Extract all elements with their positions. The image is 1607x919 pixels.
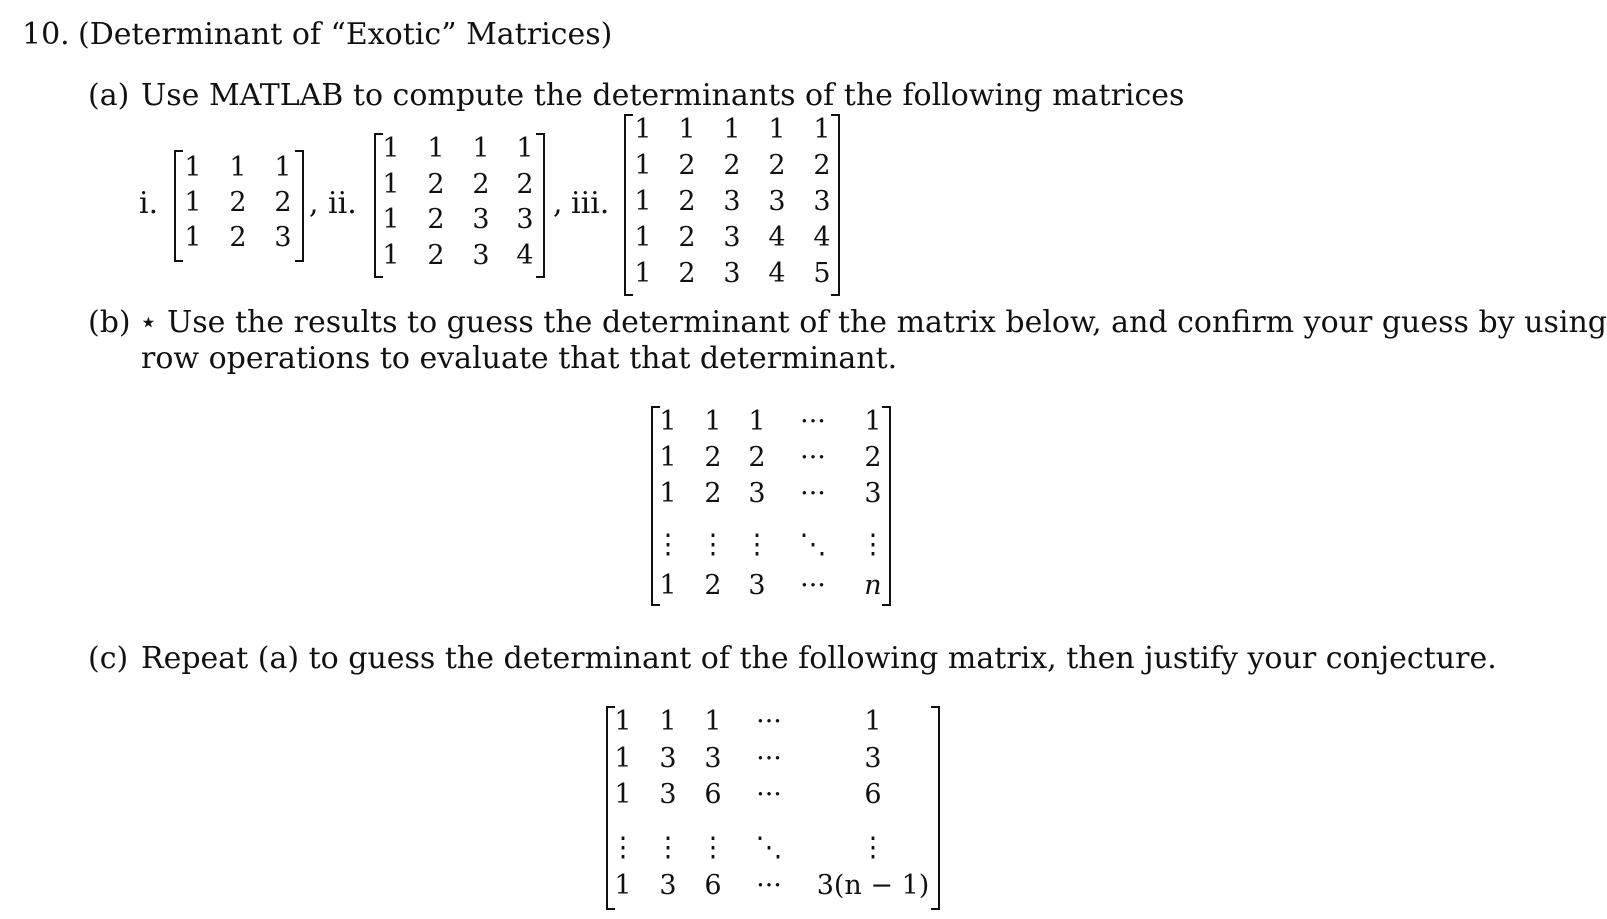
item-ii-label: ii. <box>328 186 357 221</box>
matrix-cell: 2 <box>678 222 696 253</box>
matrix-cell: 3 <box>472 240 490 271</box>
matrix-cell: 4 <box>768 222 786 253</box>
matrix-cell: 1 <box>274 152 292 183</box>
right-bracket <box>295 150 304 262</box>
matrix-cell: 3 <box>723 258 741 289</box>
matrix-cell: 1 <box>229 152 247 183</box>
matrix-cell: ⋮ <box>654 832 682 863</box>
matrix-cell: 2 <box>723 150 741 181</box>
right-bracket <box>536 133 545 278</box>
matrix-cell: 1 <box>184 187 202 218</box>
separator-comma: , <box>309 186 319 221</box>
matrix-cell: 3 <box>748 570 766 601</box>
separator-comma: , <box>553 186 563 221</box>
matrix-cell: 3 <box>768 186 786 217</box>
matrix-cell: 2 <box>768 150 786 181</box>
matrix-cell: 1 <box>768 114 786 145</box>
matrix-cell: 1 <box>614 870 632 901</box>
matrix-cell: ··· <box>756 779 782 810</box>
matrix-cell: 1 <box>678 114 696 145</box>
matrix-cell: ⋮ <box>859 832 887 863</box>
matrix-cell: 2 <box>704 570 722 601</box>
matrix-cell: 1 <box>382 169 400 200</box>
part-c-text: Repeat (a) to guess the determinant of the following matrix, then justify your conjecture. <box>141 641 1497 676</box>
matrix-cell: 3 <box>748 478 766 509</box>
matrix-cell: 1 <box>704 706 722 737</box>
matrix-cell: 1 <box>634 150 652 181</box>
matrix-cell: 2 <box>864 442 882 473</box>
matrix-cell: 3 <box>659 779 677 810</box>
matrix-cell: 4 <box>768 258 786 289</box>
matrix-cell: 2 <box>813 150 831 181</box>
matrix-cell: 1 <box>634 258 652 289</box>
matrix-cell: 2 <box>678 186 696 217</box>
matrix-cell: 1 <box>472 133 490 164</box>
matrix-cell: 6 <box>704 779 722 810</box>
matrix-cell: ··· <box>756 706 782 737</box>
matrix-cell: ··· <box>800 406 826 437</box>
matrix-cell: ··· <box>800 442 826 473</box>
left-bracket <box>174 150 183 262</box>
matrix-cell: 1 <box>659 706 677 737</box>
matrix-cell: ⋱ <box>755 832 783 863</box>
matrix-cell: 3 <box>274 222 292 253</box>
matrix-cell: ··· <box>756 870 782 901</box>
matrix-cell: 1 <box>614 743 632 774</box>
matrix-cell: 2 <box>427 204 445 235</box>
matrix-cell: ⋮ <box>699 832 727 863</box>
matrix-cell: 3 <box>813 186 831 217</box>
matrix-cell: 1 <box>659 406 677 437</box>
matrix-cell: 2 <box>516 169 534 200</box>
matrix-cell: 2 <box>748 442 766 473</box>
item-i-label: i. <box>139 186 159 221</box>
matrix-cell: 3 <box>723 186 741 217</box>
item-iii-label: iii. <box>571 186 610 221</box>
matrix-cell: ⋮ <box>859 529 887 560</box>
matrix-cell: 3(n − 1) <box>816 870 930 901</box>
part-a-label: (a) <box>88 78 130 113</box>
matrix-cell: 1 <box>723 114 741 145</box>
right-bracket <box>931 706 940 910</box>
matrix-cell: 3 <box>864 478 882 509</box>
matrix-cell: 3 <box>516 204 534 235</box>
matrix-cell: 3 <box>723 222 741 253</box>
matrix-cell: n <box>864 570 882 601</box>
matrix-cell: 1 <box>634 114 652 145</box>
matrix-cell: 1 <box>184 152 202 183</box>
matrix-cell: ··· <box>800 570 826 601</box>
matrix-cell: ⋱ <box>799 529 827 560</box>
matrix-cell: 1 <box>659 442 677 473</box>
part-b-text-line2: row operations to evaluate that that determinant. <box>141 341 898 376</box>
matrix-cell: 1 <box>659 570 677 601</box>
matrix-cell: 1 <box>634 222 652 253</box>
left-bracket <box>624 114 633 296</box>
matrix-cell: 3 <box>659 743 677 774</box>
matrix-cell: 1 <box>864 706 882 737</box>
matrix-cell: 3 <box>659 870 677 901</box>
matrix-cell: 1 <box>382 240 400 271</box>
part-b-label: (b) <box>88 305 131 340</box>
matrix-cell: ⋮ <box>654 529 682 560</box>
matrix-cell: 2 <box>274 187 292 218</box>
matrix-cell: 2 <box>229 187 247 218</box>
matrix-cell: 2 <box>678 258 696 289</box>
star-icon: ⋆ <box>139 305 158 340</box>
problem-title: (Determinant of “Exotic” Matrices) <box>78 17 613 52</box>
matrix-cell: 2 <box>678 150 696 181</box>
matrix-cell: 3 <box>704 743 722 774</box>
matrix-cell: 1 <box>382 133 400 164</box>
matrix-cell: ⋮ <box>609 832 637 863</box>
matrix-cell: ··· <box>800 478 826 509</box>
matrix-cell: 1 <box>184 222 202 253</box>
matrix-cell: 2 <box>472 169 490 200</box>
matrix-cell: 2 <box>427 169 445 200</box>
matrix-cell: 1 <box>614 706 632 737</box>
matrix-cell: 2 <box>229 222 247 253</box>
matrix-cell: 1 <box>704 406 722 437</box>
matrix-cell: 1 <box>516 133 534 164</box>
matrix-cell: 1 <box>427 133 445 164</box>
matrix-cell: 2 <box>427 240 445 271</box>
matrix-cell: 6 <box>704 870 722 901</box>
part-b-text-line1: Use the results to guess the determinant of the matrix below, and confirm your guess by using <box>167 305 1607 340</box>
part-c-label: (c) <box>88 641 129 676</box>
matrix-cell: 2 <box>704 442 722 473</box>
matrix-cell: 1 <box>864 406 882 437</box>
matrix-cell: 2 <box>704 478 722 509</box>
matrix-cell: 4 <box>813 222 831 253</box>
matrix-cell: ··· <box>756 743 782 774</box>
matrix-cell: 1 <box>813 114 831 145</box>
part-a-text: Use MATLAB to compute the determinants of the following matrices <box>141 78 1185 113</box>
right-bracket <box>882 406 891 606</box>
matrix-cell: 4 <box>516 240 534 271</box>
matrix-cell: ⋮ <box>743 529 771 560</box>
right-bracket <box>831 114 840 296</box>
problem-number: 10. <box>22 17 70 52</box>
matrix-cell: 6 <box>864 779 882 810</box>
matrix-cell: ⋮ <box>699 529 727 560</box>
matrix-cell: 5 <box>813 258 831 289</box>
matrix-cell: 1 <box>382 204 400 235</box>
matrix-cell: 1 <box>614 779 632 810</box>
matrix-cell: 1 <box>748 406 766 437</box>
matrix-cell: 1 <box>634 186 652 217</box>
matrix-cell: 1 <box>659 478 677 509</box>
matrix-cell: 3 <box>472 204 490 235</box>
matrix-cell: 3 <box>864 743 882 774</box>
